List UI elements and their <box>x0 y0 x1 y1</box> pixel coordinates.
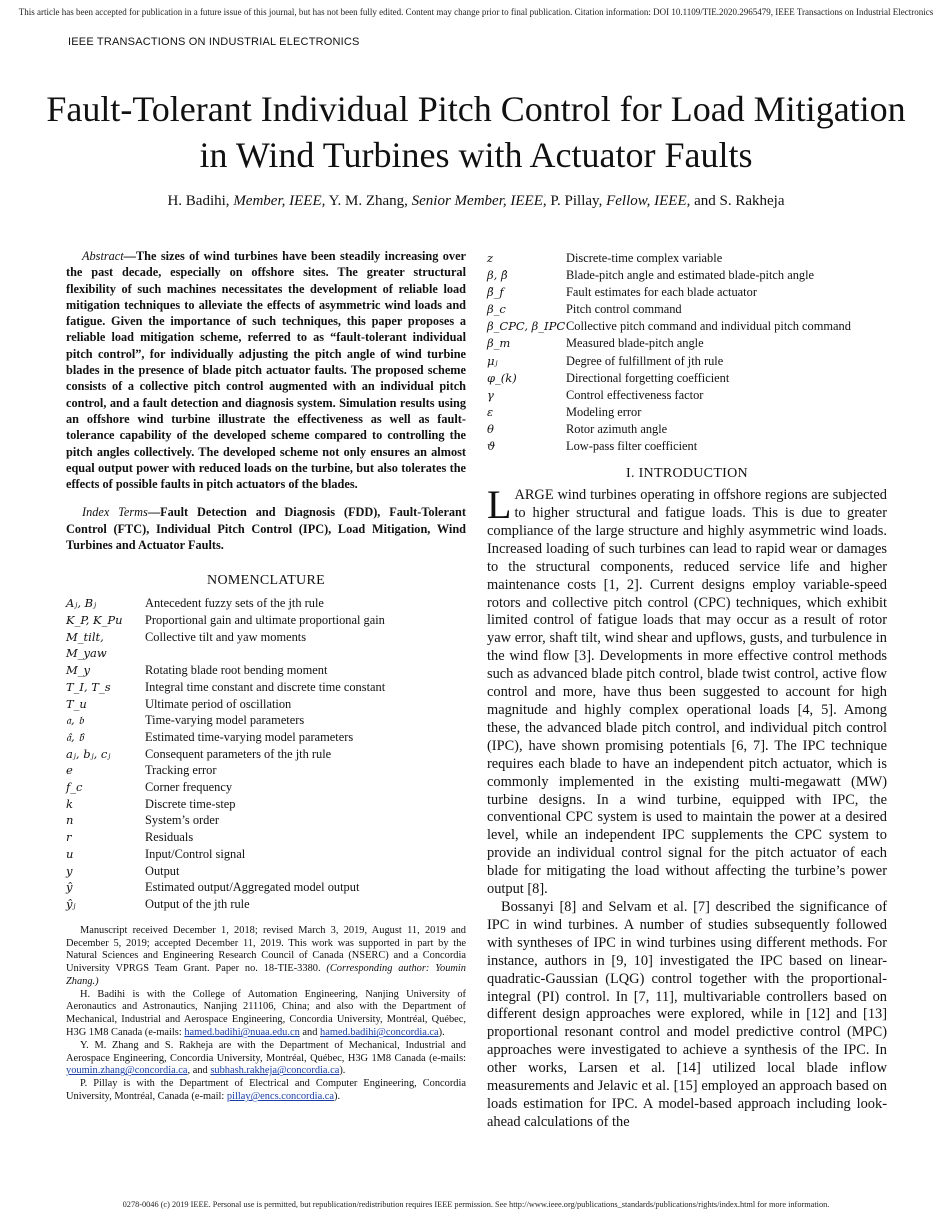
nomenclature-symbol: u <box>66 846 74 861</box>
footnote-pillay <box>66 1078 466 1104</box>
nomenclature-description: System’s order <box>145 813 219 828</box>
nomenclature-symbol: ϑ <box>487 439 496 454</box>
nomenclature-description: Residuals <box>145 830 194 845</box>
nomenclature-symbol: z <box>487 251 494 265</box>
copyright-footer: 0278-0046 (c) 2019 IEEE. Personal use is permitted, but republication/redistribution requires IEEE permission. See http://www.ieee.org/publications_standards/publications/rights/index.html for more information. <box>122 1200 830 1209</box>
nomenclature-description: Fault estimates for each blade actuator <box>566 285 757 300</box>
first-word: ARGE <box>514 487 554 504</box>
author-name: , P. Pillay, <box>542 193 603 209</box>
nomenclature-symbol: Aⱼ, Bⱼ <box>66 596 97 611</box>
nomenclature-symbol: μⱼ <box>487 353 498 368</box>
nomenclature-description: Time-varying model parameters <box>145 713 305 728</box>
nomenclature-description: Discrete-time complex variable <box>566 251 723 265</box>
email-link[interactable]: subhash.rakheja@concordia.ca <box>210 1065 340 1077</box>
abstract <box>66 248 466 492</box>
author-name: Y. M. Zhang, <box>328 193 408 209</box>
nomenclature-symbol: φ_(k) <box>487 370 517 385</box>
nomenclature-description: Ultimate period of oscillation <box>145 696 292 711</box>
footnote-badihi <box>66 989 466 1040</box>
nomenclature-symbol: β_CPC, β_IPC <box>487 319 566 334</box>
footnote-text: ). <box>339 1065 346 1077</box>
nomenclature-description: Collective pitch command and individual pitch command <box>566 319 851 334</box>
index-terms-label: Index Terms <box>82 505 148 520</box>
footnote-text: P. Pillay is with the Department of Electrical and Computer Engineering, Concordia University, Montréal, Canada (e-mail: <box>66 1078 466 1103</box>
nomenclature-symbol: 𝔞̂, 𝔟̂ <box>66 729 84 744</box>
nomenclature-description: Estimated time-varying model parameters <box>145 729 354 744</box>
nomenclature-symbol: aⱼ, bⱼ, cⱼ <box>66 746 111 761</box>
introduction-paragraph: Bossanyi [8] and Selvam et al. [7] described the significance of IPC in wind turbines. A number of studies subsequently followed with syntheses of IPC in wind turbines using different methods. For instance, authors in [9, 10] investigated the IPC based on linear-quadratic-Gaussian (LQG) control together with the proportional-integral (PI) control. In [7, 11], multivariable controllers based on different design approaches were explored, while in [12] and [13] proportional resonant control and model predictive control (MPC) approaches were investigated to achieve a synthesis of the IPC. In other works, Larsen et al. [14] utilized local blade inflow measurements and Jelavic et al. [15] employed an approach based on loads estimation for IPC. A model-based approach including look-ahead calculations of the <box>487 898 887 1130</box>
nomenclature-symbol: f_c <box>66 780 83 795</box>
email-link[interactable]: hamed.badihi@concordia.ca <box>320 1027 439 1039</box>
nomenclature-symbol: r <box>66 830 72 845</box>
author-role: Fellow, IEEE <box>606 193 687 209</box>
nomenclature-symbol: T_I, T_s <box>66 679 111 694</box>
footnote-text: Manuscript received December 1, 2018; revised March 3, 2019, August 11, 2019 and December 5, 2019; accepted December 11, 2019. This work was supported in part by the Natural Sciences and Engineering Research Council of Canada (NSERC) and a Concordia University VPRGS Team Grant. Paper no. 18-TIE-3380. <box>66 924 466 975</box>
nomenclature-description: Directional forgetting coefficient <box>566 370 730 385</box>
nomenclature-symbol: M_y <box>66 663 91 678</box>
nomenclature-description: Measured blade-pitch angle <box>566 336 704 351</box>
nomenclature-description: Discrete time-step <box>145 796 236 811</box>
nomenclature-description: Modeling error <box>566 404 642 419</box>
nomenclature-symbol: β̃_f <box>487 285 504 300</box>
nomenclature-description: Integral time constant and discrete time constant <box>145 679 386 694</box>
nomenclature-symbol: β, β̂ <box>487 268 508 283</box>
index-terms-text: —Fault Detection and Diagnosis (FDD), Fault-Tolerant Control (FTC), Individual Pitch Control (IPC), Load Mitigation, Wind Turbines and Actuator Faults. <box>66 505 466 553</box>
publication-note: This article has been accepted for publication in a future issue of this journal, but has not been fully edited. Content may change prior to final publication. Citation information: DOI 10.1109/TIE.2020.2965479, IEEE Transactions on Industrial Electronics <box>18 7 934 17</box>
footnote-corresponding: (Corresponding author: Youmin Zhang.) <box>66 963 466 987</box>
nomenclature-description: Blade-pitch angle and estimated blade-pitch angle <box>566 268 815 283</box>
right-column <box>487 250 887 1132</box>
footnote-text: Y. M. Zhang and S. Rakheja are with the Department of Mechanical, Industrial and Aerospace Engineering, Concordia University, Montréal, Québec, H3G 1M8 Canada (e-mails: <box>66 1039 466 1064</box>
nomenclature-heading: NOMENCLATURE <box>207 573 325 589</box>
nomenclature-description: Corner frequency <box>145 780 233 795</box>
footnote-text: and <box>302 1027 318 1039</box>
nomenclature-symbol: e <box>66 763 73 778</box>
paragraph-text: wind turbines operating in offshore regions are subjected to higher structural and fatigue loads. This is due to greater compliance of the large structure and highly asymmetric wind loads. Increased loading of such turbines can lead to rapid wear or damages to the structural components, reduced service life and higher maintenance costs [1, 2]. Current designs employ variable-speed rotors and collective pitch control (CPC) techniques, which exhibit limited control of fatigue loads that may occur as a result of rotor yaw error, shaft tilt, wind shear and upflows, gusts, and turbulence in the wind flow [3]. Developments in more effective control methods such as advanced blade pitch control, blade twist control, active flow control and more, have thus been suggested to account for high magnitude and highly complex operational loads [4, 5]. Among these, the advanced blade pitch control, and individual pitch control (IPC), have shown promising potentials [6, 7]. The IPC technique requires each blade to have an independent pitch actuator, which is commonly implemented in the existing multi-megawatt (MW) turbine designs. In a wind turbine, equipped with IPC, the conventional CPC system is used to maintain the power at a desired level, while an independent IPC supplements the CPC system to provide an individual control signal for the pitch actuator of each blade for mitigating the load without affecting the turbine’s power output [8]. <box>487 487 887 898</box>
nomenclature-description: Output of the jth rule <box>145 897 250 911</box>
footnote-text: , and <box>187 1065 208 1077</box>
nomenclature-symbol: θ <box>487 421 494 436</box>
introduction-paragraph <box>487 482 887 899</box>
author-name: H. Badihi, <box>167 193 230 209</box>
nomenclature-description: Rotating blade root bending moment <box>145 663 328 678</box>
nomenclature-description: Estimated output/Aggregated model output <box>145 880 360 895</box>
footnotes <box>66 925 466 1104</box>
nomenclature-description: Tracking error <box>145 763 217 778</box>
nomenclature-description: Proportional gain and ultimate proportional gain <box>145 613 385 628</box>
abstract-text: —The sizes of wind turbines have been steadily increasing over the past decade, especially on offshore sites. The greater structural flexibility of such machines necessitates the development of reliable load mitigation techniques to alleviate the effects of asymmetric wind loads and fatigue. Given the importance of such techniques, this paper proposes a reliable load mitigation scheme, referred to as “fault-tolerant individual pitch control”, for individually adjusting the pitch angle of wind turbine blades in the presence of blade pitch actuator faults. The proposed scheme consists of a collective pitch control augmented with an individual pitch control, and a fault detection and diagnosis system. Simulation results using an offshore wind turbine illustrate the effectiveness as well as fault-tolerance capability of the developed scheme compared to controlling the pitch angles collectively. The developed scheme not only ensures an almost equal output power with reduced loads on the turbine, but also tolerates the effects of possible faults in pitch actuators of the blades. <box>66 249 466 492</box>
introduction-body <box>487 482 887 1132</box>
author-line <box>40 193 912 210</box>
nomenclature-symbol: ŷ <box>66 880 73 895</box>
nomenclature-description: Degree of fulfillment of jth rule <box>566 353 724 368</box>
footnote-text: H. Badihi is with the College of Automation Engineering, Nanjing University of Aeronautics and Astronautics, Nanjing 211106, China; and also with the Department of Mechanical, Industrial and Aerospace Engineering, Concordia University, Montréal, Québec, H3G 1M8 Canada (e-mails: <box>66 988 466 1039</box>
nomenclature-symbol: ŷⱼ <box>66 897 76 911</box>
footnote-manuscript <box>66 925 466 989</box>
nomenclature-description: Antecedent fuzzy sets of the jth rule <box>145 596 324 611</box>
left-column <box>66 248 466 1104</box>
author-role: Senior Member, IEEE <box>411 193 543 209</box>
index-terms <box>66 504 466 553</box>
introduction-heading: I. INTRODUCTION <box>626 466 748 482</box>
nomenclature-symbol: y <box>66 863 73 878</box>
nomenclature-symbol: γ <box>487 387 494 402</box>
nomenclature-list <box>66 595 466 912</box>
email-link[interactable]: hamed.badihi@nuaa.edu.cn <box>184 1027 300 1039</box>
nomenclature-list-continued <box>487 250 887 455</box>
abstract-label: Abstract <box>82 249 124 263</box>
nomenclature-description: Rotor azimuth angle <box>566 421 668 436</box>
author-name: , and S. Rakheja <box>686 193 785 209</box>
nomenclature-symbol: 𝔞, 𝔟 <box>66 713 84 728</box>
nomenclature-symbol: ε <box>487 404 494 419</box>
nomenclature-description: Consequent parameters of the jth rule <box>145 746 332 761</box>
email-link[interactable]: youmin.zhang@concordia.ca <box>66 1065 188 1077</box>
nomenclature-description: Output <box>145 863 180 878</box>
paper-title: Fault-Tolerant Individual Pitch Control for Load Mitigation in Wind Turbines with Actuator Faults <box>46 89 906 175</box>
nomenclature-symbol: M_tilt, M_yaw <box>66 629 107 661</box>
nomenclature-symbol: n <box>66 813 74 828</box>
author-role: Member, IEEE, <box>233 193 326 209</box>
drop-cap: L <box>487 482 512 528</box>
nomenclature-symbol: β_c <box>487 302 506 317</box>
nomenclature-symbol: T_u <box>66 696 87 711</box>
email-link[interactable]: pillay@encs.concordia.ca <box>226 1091 334 1103</box>
nomenclature-description: Collective tilt and yaw moments <box>145 629 307 644</box>
nomenclature-description: Control effectiveness factor <box>566 387 704 402</box>
nomenclature-description: Input/Control signal <box>145 846 246 861</box>
nomenclature-symbol: β_m <box>487 336 511 351</box>
footnote-zhang-rakheja <box>66 1040 466 1078</box>
journal-name: IEEE TRANSACTIONS ON INDUSTRIAL ELECTRONICS <box>68 36 360 48</box>
footnote-text: ). <box>334 1091 341 1103</box>
nomenclature-symbol: k <box>66 796 73 811</box>
nomenclature-description: Pitch control command <box>566 302 682 317</box>
footnote-text: ). <box>438 1027 445 1039</box>
nomenclature-symbol: K_P, K_Pu <box>66 613 123 628</box>
nomenclature-description: Low-pass filter coefficient <box>566 439 698 454</box>
